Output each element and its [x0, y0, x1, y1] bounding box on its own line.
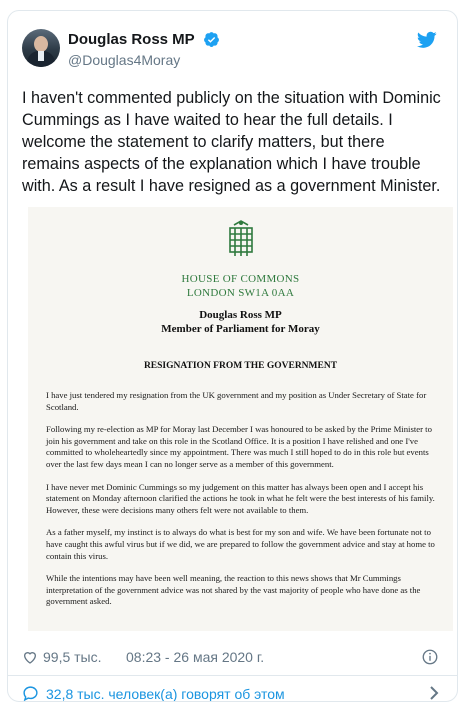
info-icon[interactable] [421, 648, 439, 666]
like-count[interactable]: 99,5 тыс. [43, 649, 102, 665]
avatar[interactable] [22, 29, 60, 67]
author-block [68, 31, 220, 68]
sender-name: Douglas Ross MP [199, 309, 282, 321]
conversation-count[interactable]: 32,8 тыс. человек(а) говорят об этом [46, 686, 285, 702]
letter-heading: RESIGNATION FROM THE GOVERNMENT [143, 361, 338, 371]
letter-paragraph: While the intentions may have been well meaning, the reaction to this news shows that Mr Cummings interpretation of the government advice was not shared by the vast majority of people who have done as the government asked. [46, 573, 421, 607]
portcullis-crest-icon [225, 219, 257, 259]
tweet-meta [22, 647, 443, 669]
chevron-right-icon [429, 686, 439, 700]
letter-body [46, 390, 441, 619]
verified-badge-icon [203, 31, 220, 48]
twitter-bird-icon[interactable] [417, 31, 437, 49]
tweet-card [7, 10, 458, 702]
letterhead-line-1: HOUSE OF COMMONS [181, 273, 300, 285]
letterhead-line-2: LONDON SW1A 0AA [186, 287, 295, 299]
sender-title: Member of Parliament for Moray [161, 323, 320, 335]
tweet-text: I haven't commented publicly on the situation with Dominic Cummings as I have waited to hear the full details. I welcome the statement to clarify matters, but there remains aspects of the explanation which I have trouble with. As a result I have resigned as a government Minister. [22, 89, 441, 195]
letter-paragraph: I have never met Dominic Cummings so my judgement on this matter has always been open and I accept his statement on Monday afternoon clarified the actions he took in what he felt were the best interests of his family. However, these were decisions many others felt were not available to them. [46, 481, 435, 515]
speech-bubble-icon [22, 685, 39, 702]
heart-icon[interactable] [22, 649, 38, 665]
letter-paragraph: As a father myself, my instinct is to always do what is best for my son and wife. We have been fortunate not to have caught this awful virus but if we did, we are prepared to follow the government advice and stay at home to contain this virus. [46, 527, 435, 561]
conversation-link[interactable] [22, 681, 443, 702]
tweet-image-letter[interactable] [28, 207, 453, 631]
letter-paragraph: I have just tendered my resignation from the UK government and my position as Under Secretary of State for Scotland. [46, 390, 427, 412]
divider [8, 675, 457, 676]
tweet-header [22, 29, 443, 73]
timestamp[interactable]: 08:23 - 26 мая 2020 г. [126, 649, 265, 665]
letter-paragraph: Following my re-election as MP for Moray last December I was honoured to be asked by the Prime Minister to join his government and take on this role in the Scotland Office. It is a position I have relished and one I've committed to wholeheartedly since my appointment. There was much I still hoped to do in this role but events over the last few days mean I can no longer serve as a member of this government. [46, 424, 432, 469]
display-name[interactable]: Douglas Ross MP [68, 31, 195, 49]
handle[interactable]: @Douglas4Moray [68, 52, 181, 68]
